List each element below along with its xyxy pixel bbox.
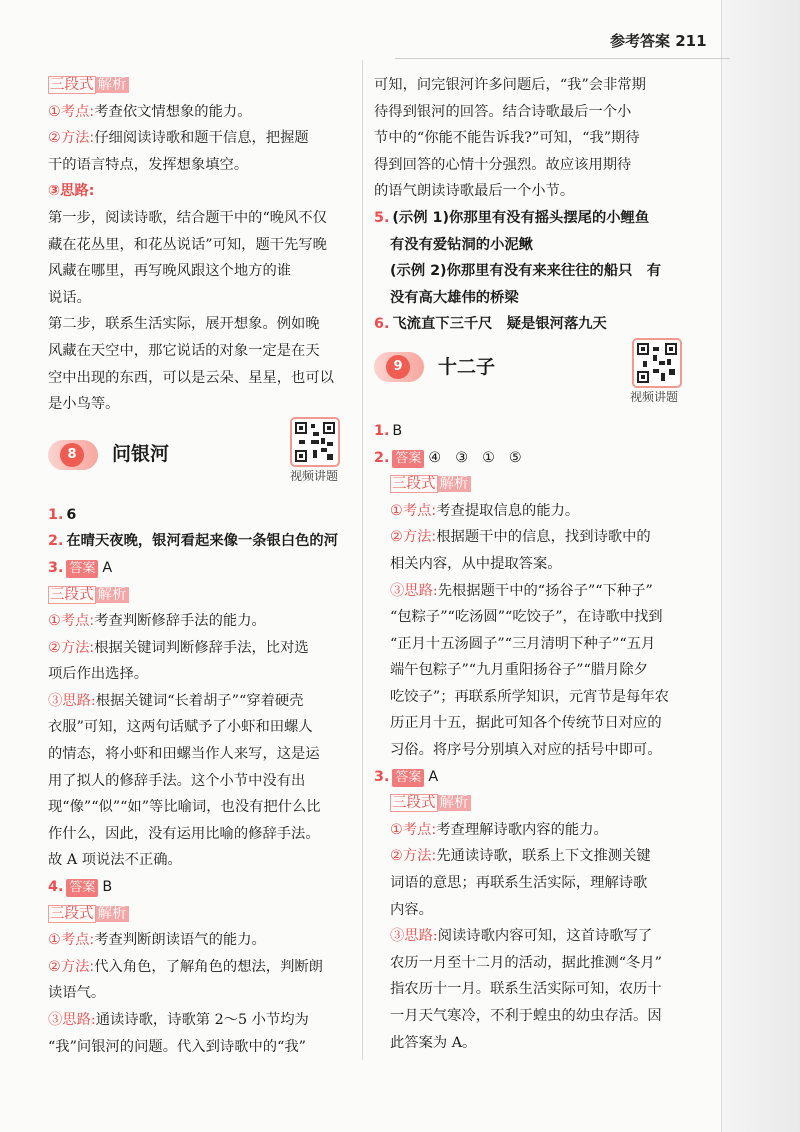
- r3-kaodian: ①考点:考查理解诗歌内容的能力。: [390, 821, 608, 838]
- step2-line: 是小鸟等。: [48, 396, 120, 413]
- q3-silu: ③思路:根据关键词“长着胡子”“穿着硬壳: [48, 692, 304, 709]
- analysis-heading: 三段式 解析: [392, 795, 469, 812]
- q3-silu: 用了拟人的修辞手法。这个小节中没有出: [48, 772, 306, 789]
- section-badge: 8: [48, 440, 98, 470]
- r3-silu: 此答案为 A。: [390, 1034, 477, 1051]
- q3-fangfa: 项后作出选择。: [48, 666, 149, 683]
- page-edge: [721, 0, 800, 1132]
- answer-1: 1. 6: [48, 506, 77, 523]
- r3-silu: ③思路:阅读诗歌内容可知，这首诗歌写了: [390, 928, 653, 945]
- step1-line: 第一步，阅读诗歌，结合题干中的“晚风不仅: [48, 209, 327, 226]
- answer-3: 3. 答案 A: [48, 559, 113, 576]
- answer-5: 5. (示例 1)你那里有没有摇头摆尾的小鲤鱼: [374, 209, 650, 226]
- analysis-heading: 三段式 解析: [50, 77, 127, 93]
- continued-line: 待得到银河的回答。结合诗歌最后一个小: [374, 103, 632, 120]
- r3-fangfa: ②方法:先通读诗歌，联系上下文推测关键: [390, 848, 651, 865]
- q4-silu: “我”问银河的问题。代入到诗歌中的“我”: [48, 1038, 306, 1055]
- fangfa-1: ②方法:仔细阅读诗歌和题干信息，把握题: [48, 130, 309, 147]
- section-title: 十二子: [438, 355, 496, 378]
- section-title: 问银河: [112, 443, 170, 466]
- answer-1: 1. B: [374, 422, 403, 439]
- kaodian: ①考点:考查依文情想象的能力。: [48, 103, 252, 120]
- answer-tag: 答案: [66, 560, 98, 578]
- q3-silu: 的情态，将小虾和田螺当作人来写，这是运: [48, 746, 320, 763]
- r3-silu: 农历一月至十二月的活动，据此推测“冬月”: [390, 954, 662, 971]
- continued-line: 节中的“你能不能告诉我?”可知，“我”期待: [374, 130, 640, 147]
- q3-silu: 故 A 项说法不正确。: [48, 852, 182, 869]
- q3-silu: 衣服”可知，这两句话赋予了小虾和田螺人: [48, 719, 313, 736]
- analysis-heading: 三段式 解析: [392, 476, 469, 493]
- continued-line: 得到回答的心情十分强烈。故应该用期待: [374, 156, 632, 173]
- q4-kaodian: ①考点:考查判断朗读语气的能力。: [48, 932, 266, 949]
- step1-line: 说话。: [48, 289, 91, 306]
- left-column: [48, 72, 350, 1060]
- q4-fangfa: 读语气。: [48, 985, 106, 1002]
- r2-silu: “包粽子”“吃汤圆”“吃饺子”，在诗歌中找到: [390, 609, 663, 626]
- continued-line: 的语气朗读诗歌最后一个小节。: [374, 183, 575, 200]
- qr-code-icon[interactable]: [290, 417, 340, 467]
- continued-line: 可知，问完银河许多问题后，“我”会非常期: [374, 77, 646, 93]
- q3-kaodian: ①考点:考查判断修辞手法的能力。: [48, 613, 266, 630]
- q3-fangfa: ②方法:根据关键词判断修辞手法，比对选: [48, 639, 309, 656]
- q4-fangfa: ②方法:代入角色，了解角色的想法，判断朗: [48, 958, 323, 975]
- answer-2: 2. 在晴天夜晚，银河看起来像一条银白色的河: [48, 533, 339, 550]
- q3-silu: 作什么，因此，没有运用比喻的修辞手法。: [48, 825, 320, 842]
- fangfa-2: 干的语言特点，发挥想象填空。: [48, 156, 249, 173]
- answer-6: 6. 飞流直下三千尺 疑是银河落九天: [374, 316, 607, 333]
- answer-3: 3. 答案 A: [374, 768, 439, 785]
- answer-4: 4. 答案 B: [48, 879, 113, 896]
- r3-fangfa: 词语的意思；再联系生活实际，理解诗歌: [390, 875, 648, 892]
- r3-silu: 一月天气寒冷，不利于蝗虫的幼虫存活。因: [390, 1008, 662, 1024]
- qr-caption: 视频讲题: [630, 390, 679, 404]
- section-badge: 9: [374, 352, 424, 382]
- analysis-heading: 三段式 解析: [50, 586, 127, 603]
- step2-line: 空中出现的东西，可以是云朵、星星，也可以: [48, 369, 334, 386]
- q3-silu: 现“像”“似”“如”等比喻词，也没有把什么比: [48, 799, 321, 816]
- r2-silu: ③思路:先根据题干中的“扬谷子”“下种子”: [390, 582, 653, 599]
- r3-fangfa: 内容。: [390, 901, 433, 918]
- step2-line: 风藏在天空中，那它说话的对象一定是在天: [48, 342, 320, 359]
- analysis-heading: 三段式 解析: [50, 905, 127, 922]
- column-divider: [362, 60, 363, 1060]
- r2-fangfa: 相关内容，从中提取答案。: [390, 555, 562, 572]
- step1-line: 藏在花丛里，和花丛说话”可知，题干先写晚: [48, 236, 327, 253]
- answer-5: (示例 2)你那里有没有来来往往的船只 有: [390, 263, 662, 280]
- r2-silu: 习俗。将序号分别填入对应的括号中即可。: [390, 742, 662, 759]
- header-rule: [395, 58, 730, 59]
- right-column: [374, 72, 692, 1056]
- r2-silu: 端午包粽子”“九月重阳扬谷子”“腊月除夕: [390, 662, 648, 679]
- answer-2: 2. 答案 ④ ③ ① ⑤: [374, 449, 522, 466]
- r3-silu: 指农历十一月。联系生活实际可知，农历十: [390, 981, 662, 998]
- step2-line: 第二步，联系生活实际，展开想象。例如晚: [48, 316, 320, 333]
- answer-5: 有没有爱钻洞的小泥鳅: [390, 236, 533, 253]
- silu-label: ③思路:: [48, 183, 95, 200]
- r2-silu: “正月十五汤圆子”“三月清明下种子”“五月: [390, 635, 656, 652]
- r2-silu: 吃饺子”；再联系所学知识，元宵节是每年农: [390, 688, 669, 705]
- step1-line: 风藏在哪里，再写晚风跟这个地方的谁: [48, 263, 292, 280]
- page-header: 参考答案 211: [610, 32, 707, 50]
- answer-5: 没有高大雄伟的桥梁: [390, 289, 519, 306]
- r2-kaodian: ①考点:考查提取信息的能力。: [390, 502, 580, 519]
- qr-caption: 视频讲题: [290, 469, 339, 483]
- q4-silu: ③思路:通读诗歌，诗歌第 2～5 小节均为: [48, 1012, 309, 1028]
- r2-silu: 历正月十五，据此可知各个传统节日对应的: [390, 715, 662, 732]
- r2-fangfa: ②方法:根据题干中的信息，找到诗歌中的: [390, 529, 651, 546]
- section-9-heading: [374, 342, 692, 392]
